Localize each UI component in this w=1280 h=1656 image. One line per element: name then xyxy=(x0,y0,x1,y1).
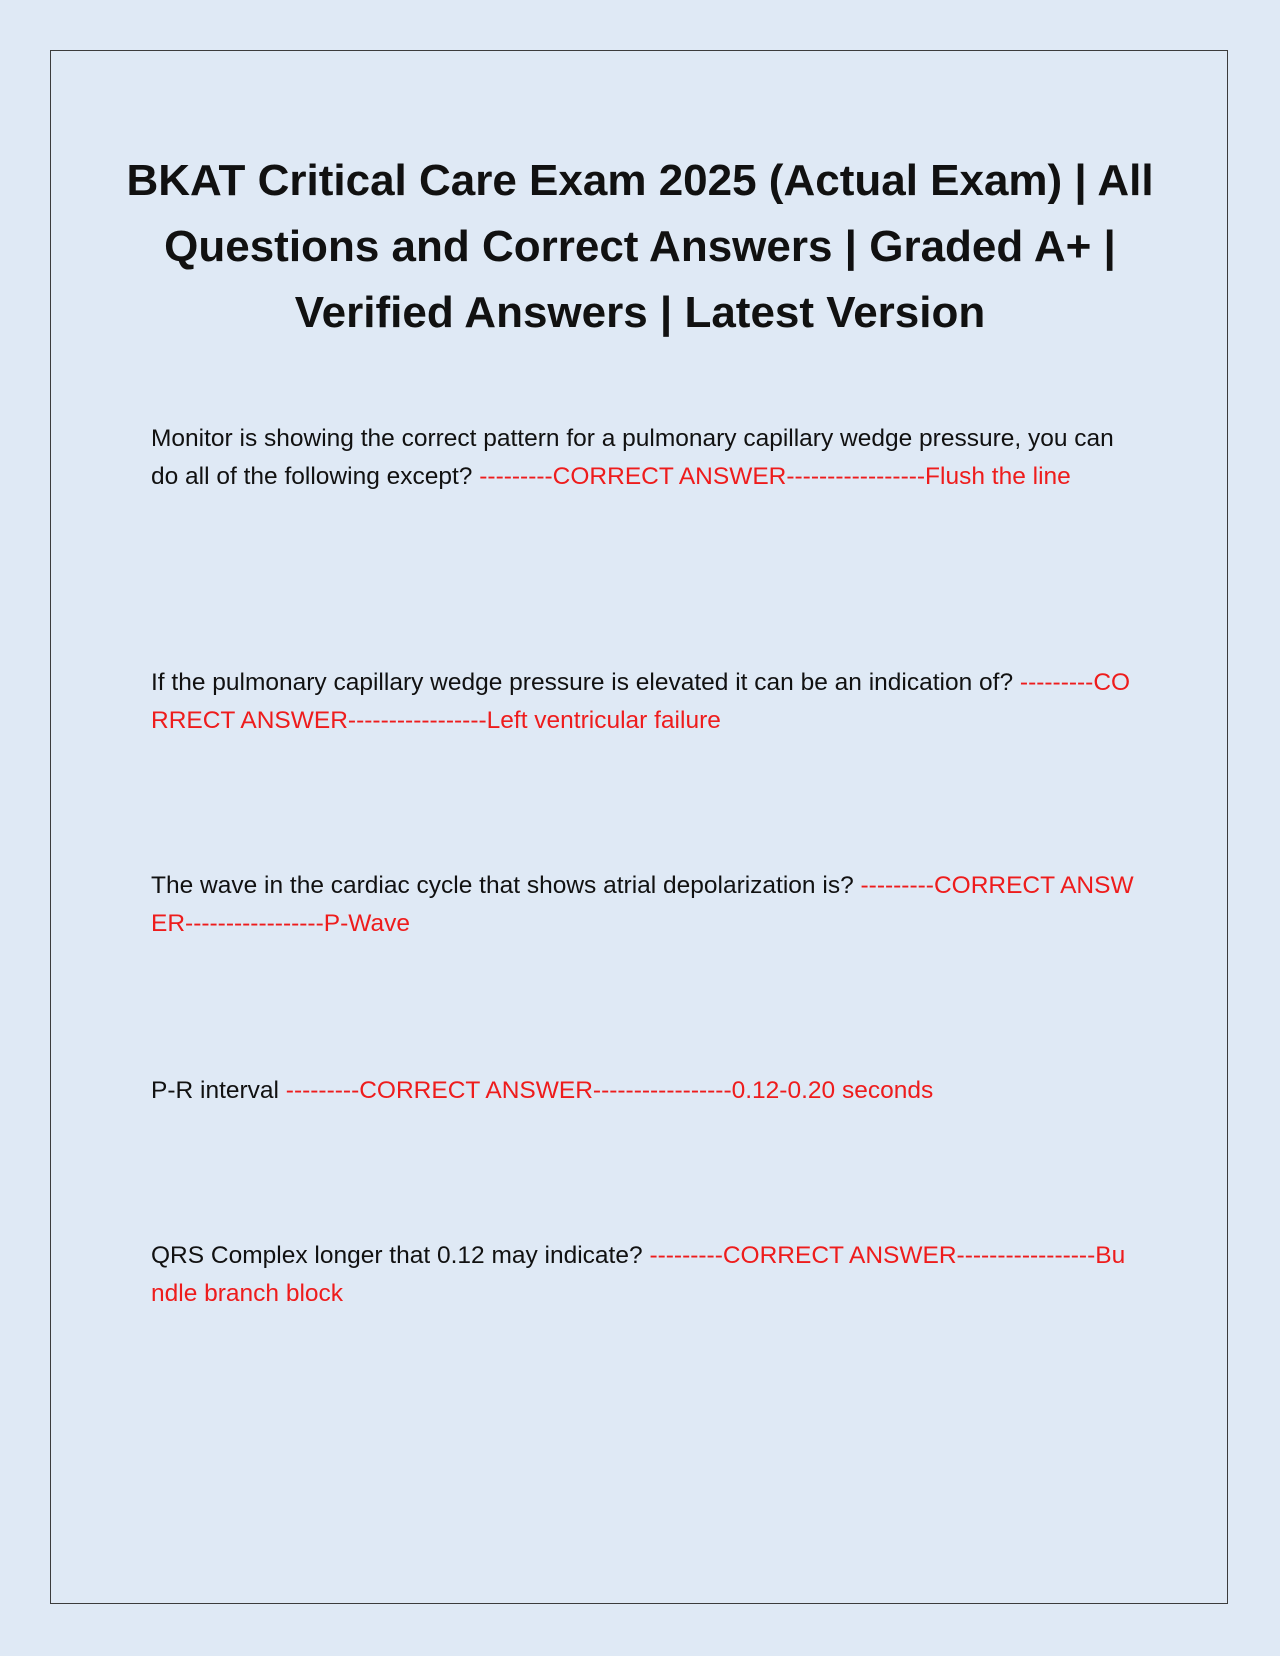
answer-text: ---------CORRECT ANSWER-----------------0.12-0.20 seconds xyxy=(285,1077,934,1104)
answer-text: ---------CORRECT ANSWER-----------------Flush the line xyxy=(479,463,1071,490)
answer-text: ---------CORRECT ANSWER-----------------Bundle branch block xyxy=(151,1242,1126,1307)
qa-item-2 xyxy=(151,664,1136,740)
question-text: Monitor is showing the correct pattern for a pulmonary capillary wedge pressure, you can do all of the following except? xyxy=(151,425,1114,490)
question-text: The wave in the cardiac cycle that shows atrial depolarization is? xyxy=(151,872,854,899)
qa-item-4 xyxy=(151,1072,1136,1110)
question-text: P-R interval xyxy=(151,1077,279,1104)
question-text: If the pulmonary capillary wedge pressure is elevated it can be an indication of? xyxy=(151,669,1014,696)
question-text: QRS Complex longer that 0.12 may indicate? xyxy=(151,1242,643,1269)
qa-item-5 xyxy=(151,1237,1136,1313)
answer-text: ---------CORRECT ANSWER-----------------P-Wave xyxy=(151,872,1134,937)
document-title: BKAT Critical Care Exam 2025 (Actual Exam) | All Questions and Correct Answers | Graded A+ | Verified Answers | Latest Version xyxy=(126,156,1154,337)
qa-item-1 xyxy=(151,420,1136,496)
qa-item-3 xyxy=(151,867,1136,943)
answer-text: ---------CORRECT ANSWER-----------------Left ventricular failure xyxy=(151,669,1131,734)
